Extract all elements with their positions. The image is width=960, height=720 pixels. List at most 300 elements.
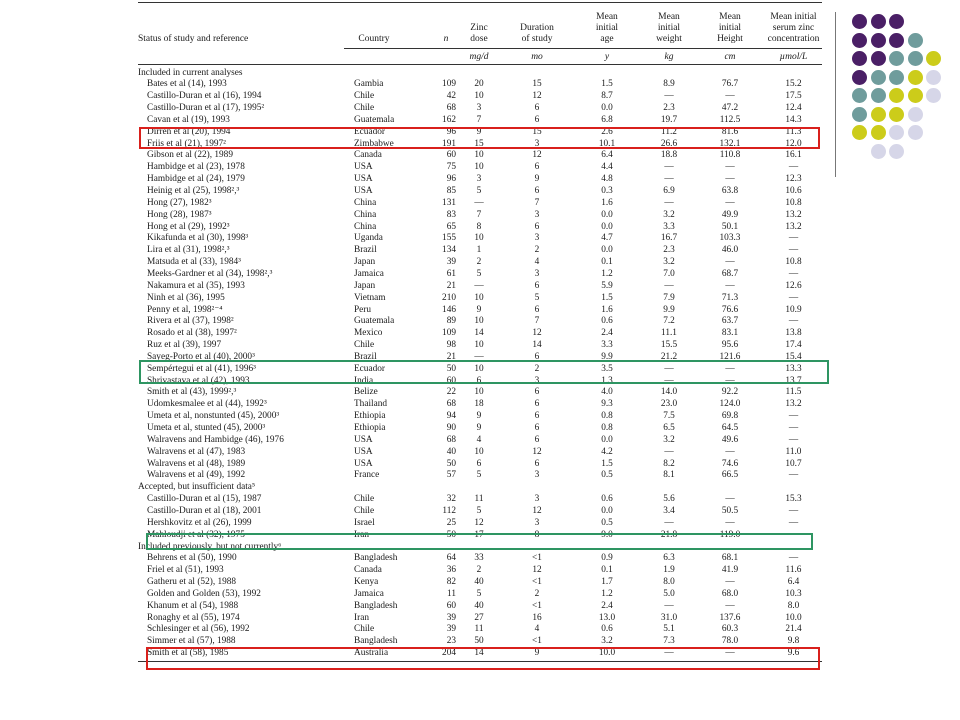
cell-sz: 15.4 bbox=[785, 351, 802, 362]
cell-age: 9.9 bbox=[601, 351, 613, 362]
cell-country: Chile bbox=[354, 505, 375, 516]
table-row bbox=[138, 340, 822, 352]
cell-age: 8.7 bbox=[601, 91, 613, 102]
cell-ref: Smith et al (58), 1985 bbox=[147, 648, 229, 659]
cell-ref: Hong et al (29), 1992³ bbox=[147, 221, 230, 232]
cell-dur: 2 bbox=[534, 363, 540, 374]
table-row bbox=[138, 162, 822, 174]
decorative-dot bbox=[908, 70, 923, 85]
cell-ref: Umeta et al, stunted (45), 2000³ bbox=[147, 423, 266, 433]
cell-dur: 3 bbox=[534, 233, 540, 244]
cell-n: 25 bbox=[446, 517, 456, 528]
cell-wt: 3.2 bbox=[663, 209, 675, 220]
cell-country: Brazil bbox=[354, 245, 377, 256]
cell-n: 191 bbox=[442, 138, 456, 149]
cell-zinc: 10 bbox=[474, 363, 484, 374]
cell-country: China bbox=[354, 221, 377, 232]
table-row bbox=[138, 198, 822, 210]
cell-ht: 119.0 bbox=[719, 529, 741, 540]
cell-ref: Sayeg-Porto et al (40), 2000³ bbox=[147, 351, 255, 362]
cell-wt: — bbox=[664, 162, 674, 173]
cell-dur: <1 bbox=[532, 553, 542, 564]
cell-ht: 47.2 bbox=[721, 103, 739, 114]
cell-zinc: 11 bbox=[474, 624, 484, 635]
cell-wt: 23.0 bbox=[660, 399, 678, 410]
cell-sz: 13.2 bbox=[785, 221, 802, 232]
cell-age: 2.6 bbox=[601, 126, 613, 137]
cell-dur: 6 bbox=[534, 304, 540, 315]
decorative-divider bbox=[835, 12, 836, 177]
cell-zinc: 10 bbox=[474, 150, 484, 161]
cell-age: 5.9 bbox=[601, 280, 613, 291]
cell-dur: 4 bbox=[534, 624, 540, 635]
cell-n: 65 bbox=[446, 221, 456, 232]
cell-country: Ethiopia bbox=[354, 423, 386, 433]
cell-n: 39 bbox=[446, 612, 456, 623]
decorative-dot bbox=[926, 70, 941, 85]
cell-dur: 12 bbox=[532, 328, 542, 339]
header-bottom-rule bbox=[138, 64, 822, 65]
cell-sz: 10.7 bbox=[785, 458, 802, 469]
cell-n: 50 bbox=[446, 529, 456, 540]
cell-age: 0.3 bbox=[601, 186, 613, 196]
table-row bbox=[138, 293, 822, 305]
decorative-dot bbox=[908, 51, 923, 66]
cell-n: 146 bbox=[442, 304, 456, 315]
cell-ht: — bbox=[725, 91, 735, 102]
cell-wt: 7.5 bbox=[663, 411, 675, 422]
cell-sz: 15.2 bbox=[785, 79, 802, 90]
cell-ht: — bbox=[725, 517, 735, 528]
cell-wt: 3.2 bbox=[663, 257, 675, 268]
cell-sz: 11.3 bbox=[785, 126, 802, 137]
cell-n: 32 bbox=[446, 494, 456, 505]
cell-n: 90 bbox=[446, 423, 456, 433]
cell-n: 112 bbox=[442, 505, 456, 516]
cell-age: 10.1 bbox=[598, 138, 616, 149]
cell-dur: 12 bbox=[532, 446, 542, 457]
cell-zinc: 14 bbox=[474, 648, 484, 659]
cell-ref: Hambidge et al (23), 1978 bbox=[147, 162, 245, 173]
cell-dur: 6 bbox=[534, 186, 540, 196]
cell-ref: Included in current analyses bbox=[138, 67, 243, 78]
cell-age: 0.5 bbox=[601, 517, 613, 528]
cell-age: 1.6 bbox=[601, 304, 613, 315]
cell-dur: 2 bbox=[534, 588, 540, 599]
cell-age: 1.2 bbox=[601, 268, 613, 279]
cell-zinc: 6 bbox=[476, 458, 482, 469]
cell-ref: Walravens et al (48), 1989 bbox=[147, 458, 246, 469]
cell-zinc: 27 bbox=[474, 612, 484, 623]
cell-age: 0.5 bbox=[601, 470, 613, 481]
cell-ref: Friis et al (21), 1997² bbox=[147, 138, 226, 149]
cell-age: 9.3 bbox=[601, 399, 613, 410]
cell-sz: 6.4 bbox=[787, 577, 800, 588]
cell-zinc: 9 bbox=[476, 423, 482, 433]
cell-ht: 49.6 bbox=[721, 434, 739, 445]
table-row bbox=[138, 257, 822, 269]
cell-ht: 66.5 bbox=[721, 470, 739, 481]
cell-ht: — bbox=[725, 375, 735, 386]
cell-age: 4.7 bbox=[601, 233, 613, 244]
cell-ht: 132.1 bbox=[719, 138, 741, 149]
table-row bbox=[138, 506, 822, 518]
cell-sz: — bbox=[788, 162, 799, 173]
cell-sz: 13.2 bbox=[785, 209, 802, 220]
cell-dur: 16 bbox=[532, 612, 542, 623]
cell-sz: 14.3 bbox=[785, 114, 802, 125]
cell-country: Ecuador bbox=[354, 126, 385, 137]
cell-ht: — bbox=[725, 174, 735, 185]
decorative-dot bbox=[871, 70, 886, 85]
cell-wt: — bbox=[664, 280, 674, 291]
cell-n: 68 bbox=[446, 399, 456, 410]
table-row bbox=[138, 233, 822, 245]
cell-n: 50 bbox=[446, 458, 456, 469]
cell-wt: 11.1 bbox=[661, 328, 677, 339]
cell-ref: Udomkesmalee et al (44), 1992³ bbox=[147, 399, 267, 410]
table-row bbox=[138, 316, 822, 328]
cell-ref: Golden and Golden (53), 1992 bbox=[147, 588, 261, 599]
cell-zinc: 10 bbox=[474, 446, 484, 457]
cell-country: USA bbox=[354, 446, 373, 457]
table-row bbox=[138, 423, 822, 435]
table-row bbox=[138, 281, 822, 293]
cell-n: 64 bbox=[446, 553, 456, 564]
cell-ref: Behrens et al (50), 1990 bbox=[147, 553, 237, 564]
cell-sz: — bbox=[788, 268, 799, 279]
cell-zinc: 12 bbox=[474, 517, 484, 528]
cell-n: 50 bbox=[446, 363, 456, 374]
cell-wt: 5.1 bbox=[663, 624, 675, 635]
cell-sz: 17.4 bbox=[785, 340, 802, 351]
cell-wt: 2.3 bbox=[663, 245, 675, 256]
cell-zinc: 4 bbox=[476, 434, 482, 445]
cell-country: Bangladesh bbox=[354, 553, 398, 564]
cell-country: USA bbox=[354, 174, 373, 185]
cell-sz: 13.2 bbox=[785, 399, 802, 410]
cell-ref: Heinig et al (25), 1998²,³ bbox=[147, 186, 240, 196]
cell-country: Ethiopia bbox=[354, 411, 386, 422]
cell-sz: — bbox=[788, 434, 799, 445]
decorative-dot-grid bbox=[852, 14, 948, 164]
decorative-dot bbox=[889, 144, 904, 159]
cell-age: 0.6 bbox=[601, 316, 613, 327]
cell-ref: Friel et al (51), 1993 bbox=[147, 565, 224, 576]
table-row bbox=[138, 269, 822, 281]
cell-ht: 41.9 bbox=[721, 565, 739, 576]
cell-age: 0.6 bbox=[601, 624, 613, 635]
cell-ref: Hong (28), 1987³ bbox=[147, 209, 212, 220]
cell-ref: Shrivastava et al (42), 1993 bbox=[147, 375, 250, 386]
decorative-dot bbox=[852, 51, 867, 66]
cell-sz: 11.0 bbox=[785, 446, 802, 457]
cell-age: 3.5 bbox=[601, 363, 613, 374]
cell-ht: 78.0 bbox=[721, 636, 739, 647]
cell-wt: 7.3 bbox=[663, 636, 675, 647]
cell-sz: 10.8 bbox=[785, 197, 802, 208]
cell-sz: 11.5 bbox=[785, 387, 802, 398]
cell-wt: 8.1 bbox=[663, 470, 675, 481]
cell-ref: Ninh et al (36), 1995 bbox=[147, 292, 225, 303]
table-row bbox=[138, 565, 822, 577]
cell-country: Gambia bbox=[354, 79, 384, 90]
cell-zinc: 18 bbox=[474, 399, 484, 410]
cell-ht: — bbox=[725, 280, 735, 291]
unit-weight: kg bbox=[664, 52, 674, 62]
highlight-red-khanum bbox=[146, 647, 820, 670]
cell-age: 0.8 bbox=[601, 411, 613, 422]
cell-ref: Simmer et al (57), 1988 bbox=[147, 636, 236, 647]
cell-wt: 21.8 bbox=[660, 529, 678, 540]
cell-ref: Khanum et al (54), 1988 bbox=[147, 600, 239, 611]
cell-age: 0.0 bbox=[601, 209, 613, 220]
cell-ref: Castillo-Duran et al (15), 1987 bbox=[147, 494, 262, 505]
cell-country: Guatemala bbox=[354, 114, 395, 125]
cell-wt: — bbox=[664, 648, 674, 659]
decorative-dot bbox=[908, 107, 923, 122]
cell-zinc: 7 bbox=[476, 114, 482, 125]
cell-age: 3.2 bbox=[601, 636, 613, 647]
cell-zinc: 7 bbox=[476, 209, 482, 220]
cell-zinc: 8 bbox=[476, 221, 482, 232]
cell-ht: — bbox=[725, 446, 735, 457]
cell-n: 82 bbox=[446, 577, 456, 588]
decorative-dot bbox=[889, 14, 904, 29]
cell-ht: 92.2 bbox=[721, 387, 739, 398]
cell-age: 1.2 bbox=[601, 588, 613, 599]
cell-dur: 12 bbox=[532, 91, 542, 102]
cell-country: Thailand bbox=[354, 399, 388, 410]
cell-sz: 13.3 bbox=[785, 363, 802, 374]
cell-age: 0.0 bbox=[601, 434, 613, 445]
cell-ht: 76.7 bbox=[721, 79, 739, 90]
cell-ref: Mahloudji et al (32), 1975 bbox=[147, 529, 245, 540]
cell-ht: — bbox=[725, 600, 735, 611]
cell-dur: 6 bbox=[534, 423, 540, 433]
header-reference: Status of study and reference bbox=[138, 34, 249, 44]
cell-ref: Smith et al (43), 1999²,³ bbox=[147, 387, 237, 398]
cell-zinc: 17 bbox=[474, 529, 484, 540]
cell-ht: 50.5 bbox=[721, 505, 739, 516]
cell-ref: Lira et al (31), 1998²,³ bbox=[147, 245, 230, 256]
cell-sz: 10.8 bbox=[785, 257, 802, 268]
header-n: n bbox=[443, 34, 449, 44]
table-row bbox=[138, 328, 822, 340]
header-zinc-dose: Zinc dose bbox=[470, 23, 488, 44]
table-row bbox=[138, 494, 822, 506]
cell-wt: 9.9 bbox=[663, 304, 675, 315]
cell-wt: 5.0 bbox=[663, 588, 675, 599]
cell-dur: 6 bbox=[534, 221, 540, 232]
cell-wt: — bbox=[664, 174, 674, 185]
cell-sz: 13.8 bbox=[785, 328, 802, 339]
cell-dur: 3 bbox=[534, 494, 540, 505]
cell-ht: 110.8 bbox=[719, 150, 741, 161]
cell-wt: — bbox=[664, 91, 674, 102]
cell-n: 109 bbox=[442, 79, 456, 90]
header-mid-rule bbox=[344, 48, 822, 49]
cell-dur: 8 bbox=[534, 529, 540, 540]
cell-ht: 63.7 bbox=[721, 316, 739, 327]
cell-n: 23 bbox=[446, 636, 456, 647]
cell-zinc: 5 bbox=[476, 470, 482, 481]
cell-wt: 14.0 bbox=[660, 387, 678, 398]
cell-wt: 18.8 bbox=[660, 150, 678, 161]
cell-country: Vietnam bbox=[354, 292, 386, 303]
unit-zinc: mg/d bbox=[469, 52, 489, 62]
table-row bbox=[138, 387, 822, 399]
cell-ref: Hershkovitz et al (26), 1999 bbox=[147, 517, 252, 528]
cell-n: 96 bbox=[446, 174, 456, 185]
cell-sz: 9.8 bbox=[787, 636, 800, 647]
decorative-dot bbox=[852, 107, 867, 122]
cell-ref: Included previously, but not currently⁶ bbox=[138, 541, 282, 552]
cell-dur: 14 bbox=[532, 340, 542, 351]
cell-ref: Nakamura et al (35), 1993 bbox=[147, 280, 245, 291]
decorative-dot bbox=[926, 51, 941, 66]
cell-dur: <1 bbox=[532, 577, 542, 588]
table-row bbox=[138, 210, 822, 222]
cell-dur: 7 bbox=[534, 197, 540, 208]
cell-ref: Ronaghy et al (55), 1974 bbox=[147, 612, 240, 623]
cell-age: 1.3 bbox=[601, 375, 613, 386]
cell-n: 89 bbox=[446, 316, 456, 327]
cell-age: 0.1 bbox=[601, 257, 613, 268]
cell-zinc: 33 bbox=[474, 553, 484, 564]
cell-country: Canada bbox=[354, 150, 382, 161]
table-row bbox=[138, 411, 822, 423]
cell-wt: 11.2 bbox=[661, 126, 677, 137]
highlight-green-ruz bbox=[139, 360, 829, 384]
table-row bbox=[138, 601, 822, 613]
cell-zinc: 6 bbox=[476, 375, 482, 386]
cell-age: 9.0 bbox=[601, 529, 613, 540]
cell-ht: — bbox=[725, 257, 735, 268]
cell-country: Chile bbox=[354, 340, 375, 351]
decorative-dot bbox=[852, 70, 867, 85]
cell-age: 0.0 bbox=[601, 245, 613, 256]
table-row bbox=[138, 518, 822, 530]
cell-ht: 64.5 bbox=[721, 423, 739, 433]
cell-sz: 8.0 bbox=[787, 600, 800, 611]
cell-dur: 6 bbox=[534, 351, 540, 362]
decorative-dot bbox=[889, 33, 904, 48]
cell-ht: 121.6 bbox=[719, 351, 741, 362]
cell-n: 83 bbox=[446, 209, 456, 220]
cell-zinc: 3 bbox=[476, 174, 482, 185]
cell-age: 6.4 bbox=[601, 150, 613, 161]
cell-wt: — bbox=[664, 197, 674, 208]
decorative-dot bbox=[852, 33, 867, 48]
cell-dur: 3 bbox=[534, 470, 540, 481]
cell-wt: 1.9 bbox=[663, 565, 675, 576]
table-row bbox=[138, 435, 822, 447]
cell-zinc: 10 bbox=[474, 91, 484, 102]
cell-age: 1.5 bbox=[601, 458, 613, 469]
cell-country: Chile bbox=[354, 91, 375, 102]
cell-age: 0.0 bbox=[601, 221, 613, 232]
cell-wt: — bbox=[664, 517, 674, 528]
cell-dur: <1 bbox=[532, 600, 542, 611]
cell-n: 22 bbox=[446, 387, 456, 398]
cell-zinc: 5 bbox=[476, 505, 482, 516]
cell-age: 4.8 bbox=[601, 174, 613, 185]
cell-sz: 12.0 bbox=[785, 138, 802, 149]
highlight-red-dirren bbox=[139, 127, 820, 149]
cell-country: Japan bbox=[354, 280, 376, 291]
cell-n: 162 bbox=[442, 114, 456, 125]
cell-country: Iran bbox=[354, 529, 369, 540]
decorative-dot bbox=[889, 70, 904, 85]
cell-country: USA bbox=[354, 458, 373, 469]
cell-wt: 6.3 bbox=[663, 553, 675, 564]
cell-n: 210 bbox=[442, 292, 456, 303]
cell-wt: — bbox=[664, 375, 674, 386]
table-row bbox=[138, 613, 822, 625]
cell-wt: 6.9 bbox=[663, 186, 675, 196]
cell-dur: 15 bbox=[532, 79, 542, 90]
cell-ht: 63.8 bbox=[721, 186, 739, 196]
cell-wt: 26.6 bbox=[660, 138, 678, 149]
cell-zinc: 10 bbox=[474, 162, 484, 173]
cell-n: 204 bbox=[442, 648, 456, 659]
cell-dur: 12 bbox=[532, 565, 542, 576]
table-row bbox=[138, 399, 822, 411]
table-row bbox=[138, 186, 822, 198]
cell-ht: — bbox=[725, 648, 735, 659]
cell-age: 10.0 bbox=[598, 648, 616, 659]
cell-ht: 46.0 bbox=[721, 245, 739, 256]
table-row bbox=[138, 459, 822, 471]
cell-dur: 6 bbox=[534, 458, 540, 469]
cell-zinc: 10 bbox=[474, 387, 484, 398]
cell-dur: 6 bbox=[534, 399, 540, 410]
cell-dur: 5 bbox=[534, 292, 540, 303]
cell-sz: — bbox=[788, 529, 799, 540]
unit-duration: mo bbox=[531, 52, 543, 62]
cell-ht: 112.5 bbox=[719, 114, 741, 125]
cell-dur: 7 bbox=[534, 316, 540, 327]
cell-sz: 15.3 bbox=[785, 494, 802, 505]
cell-ref: Penny et al, 1998²⁻⁴ bbox=[147, 304, 223, 315]
cell-ref: Gibson et al (22), 1989 bbox=[147, 150, 233, 161]
cell-n: 155 bbox=[442, 233, 456, 244]
cell-country: Canada bbox=[354, 565, 382, 576]
cell-zinc: 5 bbox=[476, 268, 482, 279]
cell-dur: 6 bbox=[534, 411, 540, 422]
decorative-dot bbox=[871, 125, 886, 140]
cell-zinc: — bbox=[474, 197, 484, 208]
cell-ht: 81.6 bbox=[721, 126, 739, 137]
cell-zinc: 2 bbox=[476, 257, 482, 268]
cell-age: 0.9 bbox=[601, 553, 613, 564]
cell-dur: 6 bbox=[534, 114, 540, 125]
cell-sz: 10.3 bbox=[785, 588, 802, 599]
cell-sz: — bbox=[788, 245, 799, 256]
cell-ht: 60.3 bbox=[721, 624, 739, 635]
cell-sz: — bbox=[788, 470, 799, 481]
cell-wt: 21.2 bbox=[660, 351, 678, 362]
cell-ht: — bbox=[725, 162, 735, 173]
cell-ht: — bbox=[725, 363, 735, 374]
decorative-dot bbox=[871, 14, 886, 29]
table-row bbox=[138, 79, 822, 91]
cell-dur: 6 bbox=[534, 434, 540, 445]
cell-ref: Bates et al (14), 1993 bbox=[147, 79, 227, 90]
cell-wt: 16.7 bbox=[660, 233, 678, 244]
cell-country: Australia bbox=[354, 648, 389, 659]
